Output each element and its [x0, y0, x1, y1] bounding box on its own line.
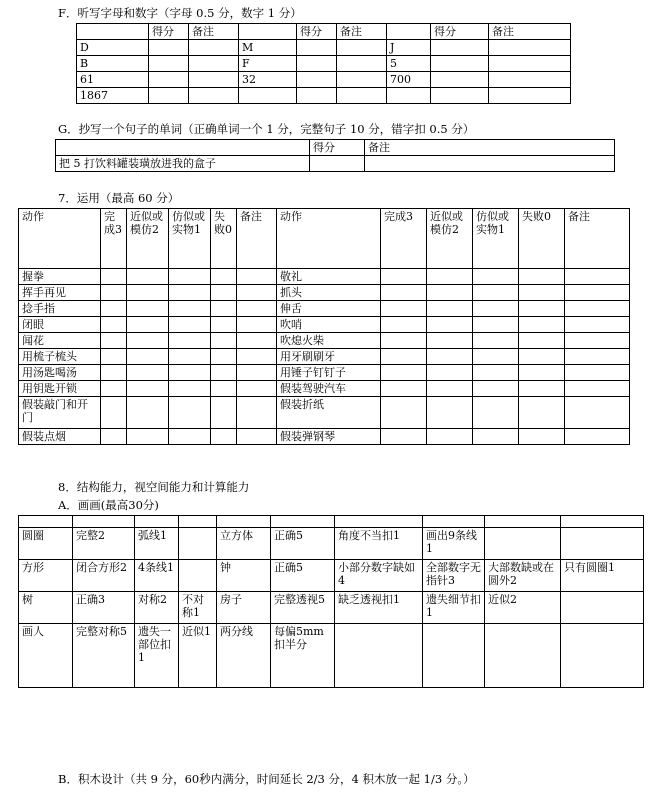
section-7-title: 7．运用（最高 60 分）: [58, 191, 180, 205]
score-cell: [473, 301, 519, 317]
score-cell: [565, 397, 630, 429]
table-cell: 画出9条线1: [423, 528, 485, 560]
table-cell: [489, 72, 571, 88]
score-cell: [381, 381, 427, 397]
header-cell: 近似或模仿2: [127, 209, 169, 269]
table-cell: [489, 88, 571, 104]
table-cell: [561, 592, 644, 624]
score-cell: [101, 333, 127, 349]
score-cell: [101, 317, 127, 333]
table-cell: [335, 516, 423, 528]
table-cell: 缺乏透视扣1: [335, 592, 423, 624]
score-cell: [565, 317, 630, 333]
score-cell: [427, 285, 473, 301]
table-row: [77, 56, 571, 72]
table-cell: 大部数缺或在圆外2: [485, 560, 561, 592]
table-row: [19, 333, 630, 349]
table-cell: B: [77, 56, 149, 72]
table-cell: 1867: [77, 88, 149, 104]
table-cell: [387, 88, 431, 104]
score-cell: [565, 349, 630, 365]
table-cell: [149, 88, 189, 104]
table-cell: F: [239, 56, 297, 72]
table-cell: [489, 56, 571, 72]
header-cell: 失败0: [519, 209, 565, 269]
action-cell: 捻手指: [19, 301, 101, 317]
table-cell: [19, 516, 73, 528]
score-cell: [473, 317, 519, 333]
table-cell: 近似2: [485, 592, 561, 624]
action-cell: 用牙刷刷牙: [277, 349, 381, 365]
score-cell: [381, 429, 427, 445]
table-row: [19, 269, 630, 285]
table-cell: [297, 40, 337, 56]
score-cell: [565, 381, 630, 397]
table-row: [19, 560, 644, 592]
table-cell: 方形: [19, 560, 73, 592]
table-cell: 房子: [217, 592, 271, 624]
section-8a-title: A．画画(最高30分): [58, 498, 159, 512]
table-cell: [431, 72, 489, 88]
table-cell: [337, 72, 387, 88]
score-cell: [427, 301, 473, 317]
action-cell: 抓头: [277, 285, 381, 301]
section-g-title: G．抄写一个句子的单词（正确单词一个 1 分，完整句子 10 分，错字扣 0.5 分）: [58, 122, 475, 136]
header-cell: [77, 24, 149, 40]
table-cell: [431, 40, 489, 56]
score-cell: [101, 269, 127, 285]
table-cell: [337, 56, 387, 72]
table-cell: [561, 624, 644, 688]
action-cell: 吹熄火柴: [277, 333, 381, 349]
score-cell: [381, 301, 427, 317]
section-8b-title: B．积木设计（共 9 分，60秒内满分，时间延长 2/3 分，4 积木放一起 1/3 分。）: [58, 772, 475, 786]
table-cell: 全部数字无指针3: [423, 560, 485, 592]
score-cell: [473, 269, 519, 285]
score-cell: [565, 429, 630, 445]
score-cell: [519, 285, 565, 301]
score-cell: [101, 285, 127, 301]
score-cell: [127, 285, 169, 301]
table-cell: [365, 156, 615, 172]
header-cell: 备注: [337, 24, 387, 40]
score-cell: [169, 269, 211, 285]
score-cell: [211, 365, 237, 381]
score-cell: [519, 317, 565, 333]
table-cell: 弧线1: [135, 528, 179, 560]
table-cell: 完整对称5: [73, 624, 135, 688]
score-cell: [237, 317, 277, 333]
header-row: [56, 140, 615, 156]
score-cell: [565, 269, 630, 285]
score-cell: [237, 397, 277, 429]
table-row: [19, 365, 630, 381]
table-cell: 700: [387, 72, 431, 88]
score-cell: [101, 301, 127, 317]
table-cell: [310, 156, 365, 172]
table-cell: [431, 56, 489, 72]
table-cell: 近似1: [179, 624, 217, 688]
score-cell: [381, 285, 427, 301]
table-cell: [431, 88, 489, 104]
score-cell: [427, 269, 473, 285]
score-cell: [211, 397, 237, 429]
table-cell: 角度不当扣1: [335, 528, 423, 560]
action-cell: 敬礼: [277, 269, 381, 285]
action-cell: 假装折纸: [277, 397, 381, 429]
score-cell: [473, 349, 519, 365]
score-cell: [237, 349, 277, 365]
score-cell: [169, 381, 211, 397]
section-8-title: 8．结构能力，视空间能力和计算能力: [58, 480, 250, 494]
score-cell: [169, 285, 211, 301]
score-cell: [211, 269, 237, 285]
score-cell: [427, 349, 473, 365]
table-cell: 正确3: [73, 592, 135, 624]
table-cell: 遗失一部位扣1: [135, 624, 179, 688]
score-cell: [381, 269, 427, 285]
score-cell: [381, 397, 427, 429]
table-cell: 闭合方形2: [73, 560, 135, 592]
score-cell: [211, 285, 237, 301]
score-cell: [211, 317, 237, 333]
score-cell: [211, 301, 237, 317]
table-row: [77, 72, 571, 88]
score-cell: [169, 397, 211, 429]
score-cell: [127, 365, 169, 381]
score-cell: [211, 349, 237, 365]
score-cell: [519, 269, 565, 285]
section-8a-table: [18, 515, 644, 688]
table-cell: M: [239, 40, 297, 56]
table-row: [19, 285, 630, 301]
score-cell: [427, 317, 473, 333]
score-cell: [427, 333, 473, 349]
action-cell: 闭眼: [19, 317, 101, 333]
score-cell: [565, 285, 630, 301]
table-row: [19, 317, 630, 333]
score-cell: [237, 269, 277, 285]
score-cell: [169, 301, 211, 317]
table-cell: [179, 560, 217, 592]
header-cell: 备注: [489, 24, 571, 40]
table-cell: [561, 528, 644, 560]
table-row: [19, 349, 630, 365]
score-cell: [169, 349, 211, 365]
score-cell: [427, 429, 473, 445]
score-cell: [519, 397, 565, 429]
header-cell: 近似或模仿2: [427, 209, 473, 269]
table-cell: 完整透视5: [271, 592, 335, 624]
score-cell: [565, 301, 630, 317]
header-cell: 得分: [149, 24, 189, 40]
table-cell: 4条线1: [135, 560, 179, 592]
score-cell: [381, 349, 427, 365]
table-row: [19, 381, 630, 397]
table-cell: 对称2: [135, 592, 179, 624]
table-cell: [337, 40, 387, 56]
header-cell: 备注: [365, 140, 615, 156]
header-cell: [387, 24, 431, 40]
header-cell: 完成3: [101, 209, 127, 269]
table-row: [56, 156, 615, 172]
table-cell: [217, 516, 271, 528]
score-cell: [427, 397, 473, 429]
score-cell: [519, 429, 565, 445]
table-row: [19, 516, 644, 528]
header-cell: 得分: [297, 24, 337, 40]
table-cell: 61: [77, 72, 149, 88]
table-cell: [149, 72, 189, 88]
score-cell: [473, 381, 519, 397]
table-cell: [179, 516, 217, 528]
table-cell: [335, 624, 423, 688]
table-cell: [149, 56, 189, 72]
action-cell: 握拳: [19, 269, 101, 285]
score-cell: [127, 269, 169, 285]
score-cell: [127, 429, 169, 445]
score-cell: [169, 333, 211, 349]
table-cell: [239, 88, 297, 104]
action-cell: 闻花: [19, 333, 101, 349]
header-cell: 仿似或实物1: [169, 209, 211, 269]
table-cell: 32: [239, 72, 297, 88]
score-cell: [169, 317, 211, 333]
table-cell: 画人: [19, 624, 73, 688]
table-row: [77, 88, 571, 104]
action-cell: 用梳子梳头: [19, 349, 101, 365]
score-cell: [101, 381, 127, 397]
header-cell: 仿似或实物1: [473, 209, 519, 269]
score-cell: [101, 429, 127, 445]
score-cell: [237, 333, 277, 349]
table-cell: [485, 528, 561, 560]
table-cell: 正确5: [271, 560, 335, 592]
table-cell: [423, 516, 485, 528]
table-cell: [485, 624, 561, 688]
section-f-title: F．听写字母和数字（字母 0.5 分，数字 1 分）: [58, 6, 302, 20]
score-cell: [211, 429, 237, 445]
table-cell: [297, 72, 337, 88]
score-cell: [473, 397, 519, 429]
score-cell: [211, 333, 237, 349]
header-cell: 备注: [237, 209, 277, 269]
score-cell: [101, 397, 127, 429]
score-cell: [127, 381, 169, 397]
score-cell: [127, 333, 169, 349]
action-cell: 吹哨: [277, 317, 381, 333]
table-row: [19, 528, 644, 560]
action-cell: 挥手再见: [19, 285, 101, 301]
header-cell: 得分: [431, 24, 489, 40]
table-cell: [297, 56, 337, 72]
table-cell: 把 5 打饮料罐装璜放进我的盒子: [56, 156, 310, 172]
score-cell: [101, 365, 127, 381]
table-cell: 5: [387, 56, 431, 72]
table-cell: [271, 516, 335, 528]
action-cell: 假装驾驶汽车: [277, 381, 381, 397]
table-cell: 两分线: [217, 624, 271, 688]
header-cell: 备注: [189, 24, 239, 40]
score-cell: [519, 349, 565, 365]
table-cell: 完整2: [73, 528, 135, 560]
table-cell: [135, 516, 179, 528]
table-cell: [423, 624, 485, 688]
score-cell: [473, 429, 519, 445]
header-cell: 完成3: [381, 209, 427, 269]
table-cell: 小部分数字缺如4: [335, 560, 423, 592]
table-cell: 圆圈: [19, 528, 73, 560]
table-cell: [337, 88, 387, 104]
score-cell: [169, 429, 211, 445]
score-cell: [427, 381, 473, 397]
section-g-table: [55, 139, 615, 172]
header-cell: 动作: [277, 209, 381, 269]
table-cell: 树: [19, 592, 73, 624]
table-row: [19, 429, 630, 445]
action-cell: 假装弹钢琴: [277, 429, 381, 445]
table-cell: D: [77, 40, 149, 56]
score-cell: [519, 365, 565, 381]
section-7-table: [18, 208, 630, 445]
score-cell: [381, 333, 427, 349]
table-cell: [561, 516, 644, 528]
score-cell: [519, 381, 565, 397]
table-cell: [485, 516, 561, 528]
action-cell: 用钥匙开锁: [19, 381, 101, 397]
table-cell: J: [387, 40, 431, 56]
table-cell: 正确5: [271, 528, 335, 560]
action-cell: 用锤子钉钉子: [277, 365, 381, 381]
score-cell: [473, 285, 519, 301]
header-cell: 备注: [565, 209, 630, 269]
score-cell: [519, 301, 565, 317]
score-cell: [127, 397, 169, 429]
table-row: [77, 40, 571, 56]
score-cell: [127, 349, 169, 365]
table-cell: 钟: [217, 560, 271, 592]
action-cell: 假装点烟: [19, 429, 101, 445]
header-cell: [56, 140, 310, 156]
table-row: [19, 592, 644, 624]
header-cell: 动作: [19, 209, 101, 269]
table-cell: [73, 516, 135, 528]
score-cell: [237, 429, 277, 445]
table-row: [19, 624, 644, 688]
table-cell: [489, 40, 571, 56]
score-cell: [211, 381, 237, 397]
section-f-table: [76, 23, 571, 104]
score-cell: [237, 301, 277, 317]
action-cell: 假装敲门和开门: [19, 397, 101, 429]
score-cell: [427, 365, 473, 381]
score-cell: [127, 301, 169, 317]
score-cell: [127, 317, 169, 333]
header-row: [19, 209, 630, 269]
table-cell: [189, 88, 239, 104]
table-cell: 只有圆圈1: [561, 560, 644, 592]
table-row: [19, 301, 630, 317]
score-cell: [473, 333, 519, 349]
header-row: [77, 24, 571, 40]
table-cell: 不对称1: [179, 592, 217, 624]
score-cell: [381, 317, 427, 333]
header-cell: [239, 24, 297, 40]
table-cell: 立方体: [217, 528, 271, 560]
table-cell: [149, 40, 189, 56]
table-cell: 遗失细节扣1: [423, 592, 485, 624]
table-row: [19, 397, 630, 429]
table-cell: [297, 88, 337, 104]
score-cell: [237, 285, 277, 301]
table-cell: 每偏5mm扣半分: [271, 624, 335, 688]
score-cell: [237, 381, 277, 397]
table-cell: [189, 56, 239, 72]
table-cell: [189, 40, 239, 56]
score-cell: [381, 365, 427, 381]
header-cell: 失败0: [211, 209, 237, 269]
score-cell: [565, 365, 630, 381]
action-cell: 用汤匙喝汤: [19, 365, 101, 381]
table-cell: [189, 72, 239, 88]
header-cell: 得分: [310, 140, 365, 156]
score-cell: [237, 365, 277, 381]
score-cell: [169, 365, 211, 381]
action-cell: 伸舌: [277, 301, 381, 317]
table-cell: [179, 528, 217, 560]
score-cell: [101, 349, 127, 365]
score-cell: [519, 333, 565, 349]
score-cell: [473, 365, 519, 381]
score-cell: [565, 333, 630, 349]
